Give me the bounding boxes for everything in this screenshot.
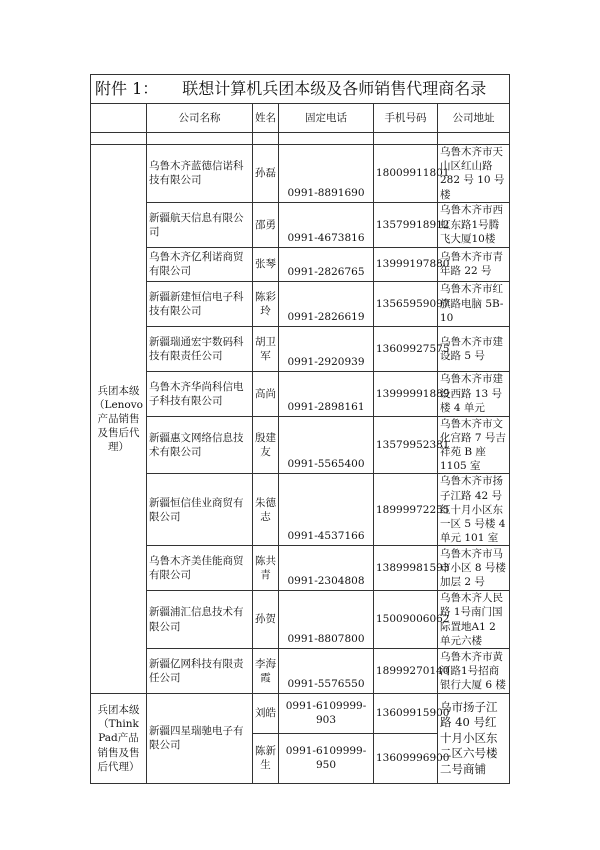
- contact-name: 陈彩玲: [253, 281, 279, 326]
- contact-name: 张琴: [253, 247, 279, 281]
- mobile-phone: 13609927575: [374, 326, 438, 371]
- company-address: 乌鲁木齐市青年路 22 号: [438, 247, 510, 281]
- mobile-phone: 13579918912: [374, 202, 438, 247]
- company-address: 乌鲁木齐市建设路 5 号: [438, 326, 510, 371]
- dealer-row: [91, 591, 510, 649]
- dealer-row: [91, 202, 510, 247]
- mobile-phone: 18009911801: [374, 145, 438, 203]
- blank-row: [91, 133, 510, 145]
- contact-name: 刘皓: [253, 693, 279, 733]
- company-address: 乌鲁木齐人民路 1号南门国际置地A1 2 单元六楼: [438, 591, 510, 649]
- mobile-phone: 13609915900: [374, 693, 438, 733]
- title-label: 附件 1：: [95, 79, 159, 99]
- company-address: 乌鲁木齐市建设西路 13 号楼 4 单元: [438, 371, 510, 416]
- contact-name: 胡卫军: [253, 326, 279, 371]
- landline-phone: 0991-2304808: [279, 546, 374, 591]
- header-phone: 固定电话: [279, 104, 374, 133]
- mobile-phone: 13609996900: [374, 733, 438, 783]
- dealer-row: [91, 247, 510, 281]
- company-address: 乌市扬子江路 40 号红十月小区东二区六号楼二号商铺: [438, 693, 510, 783]
- contact-name: 殷建友: [253, 416, 279, 474]
- landline-phone: 0991-2898161: [279, 371, 374, 416]
- company-name: 新疆瑞通宏宇数码科技有限责任公司: [147, 326, 253, 371]
- company-name: 新疆四星瑞驰电子有限公司: [147, 693, 253, 783]
- mobile-phone: 13899981593: [374, 546, 438, 591]
- contact-name: 孙贺: [253, 591, 279, 649]
- thinkpad-row: [91, 693, 510, 733]
- company-name: 新疆新建恒信电子科技有限公司: [147, 281, 253, 326]
- mobile-phone: 13999991889: [374, 371, 438, 416]
- contact-name: 邵勇: [253, 202, 279, 247]
- landline-phone: 0991-8891690: [279, 145, 374, 203]
- company-name: 乌鲁木齐美佳能商贸有限公司: [147, 546, 253, 591]
- landline-phone: 0991-8807800: [279, 591, 374, 649]
- landline-phone: 0991-5576550: [279, 648, 374, 693]
- header-row: [91, 104, 510, 133]
- dealer-row: [91, 326, 510, 371]
- mobile-phone: 13579952381: [374, 416, 438, 474]
- mobile-phone: 18999270140: [374, 648, 438, 693]
- category-thinkpad: 兵团本级（Think Pad产品销售及售后代理）: [91, 693, 147, 783]
- dealer-roster-table: [90, 74, 510, 784]
- dealer-row: [91, 371, 510, 416]
- header-company: 公司名称: [147, 104, 253, 133]
- company-name: 乌鲁木齐亿利诺商贸有限公司: [147, 247, 253, 281]
- landline-phone: 0991-6109999-903: [279, 693, 374, 733]
- contact-name: 朱德志: [253, 474, 279, 546]
- mobile-phone: 15009006062: [374, 591, 438, 649]
- company-name: 新疆惠文网络信息技术有限公司: [147, 416, 253, 474]
- header-address: 公司地址: [438, 104, 510, 133]
- dealer-row: [91, 474, 510, 546]
- document-title: [91, 75, 510, 104]
- company-name: 乌鲁木齐蓝德信诺科技有限公司: [147, 145, 253, 203]
- landline-phone: 0991-2826619: [279, 281, 374, 326]
- company-name: 乌鲁木齐华尚科信电子科技有限公司: [147, 371, 253, 416]
- company-name: 新疆航天信息有限公司: [147, 202, 253, 247]
- company-name: 新疆亿网科技有限责任公司: [147, 648, 253, 693]
- header-mobile: 手机号码: [374, 104, 438, 133]
- contact-name: 孙磊: [253, 145, 279, 203]
- contact-name: 高尚: [253, 371, 279, 416]
- landline-phone: 0991-2920939: [279, 326, 374, 371]
- company-address: 乌鲁木齐市文化宫路 7 号吉祥苑 B 座 1105 室: [438, 416, 510, 474]
- mobile-phone: 13565959097: [374, 281, 438, 326]
- dealer-row: [91, 145, 510, 203]
- mobile-phone: 13999197880: [374, 247, 438, 281]
- title-row: [91, 75, 510, 104]
- dealer-row: [91, 546, 510, 591]
- company-address: 乌鲁木齐市马市小区 8 号楼加层 2 号: [438, 546, 510, 591]
- company-address: 乌鲁木齐市红旗路电脑 5B-10: [438, 281, 510, 326]
- company-address: 乌鲁木齐市黄河路1号招商银行大厦 6 楼: [438, 648, 510, 693]
- company-address: 乌鲁木齐市西虹东路1号腾飞大厦10楼: [438, 202, 510, 247]
- header-contact: 姓名: [253, 104, 279, 133]
- company-address: 乌鲁木齐市天山区红山路 282 号 10 号楼: [438, 145, 510, 203]
- landline-phone: 0991-4537166: [279, 474, 374, 546]
- dealer-row: [91, 416, 510, 474]
- contact-name: 陈共青: [253, 546, 279, 591]
- title-text: 联想计算机兵团本级及各师销售代理商名录: [182, 79, 487, 99]
- category-lenovo: 兵团本级（Lenovo产品销售及售后代理）: [91, 145, 147, 694]
- company-name: 新疆浦汇信息技术有限公司: [147, 591, 253, 649]
- contact-name: 李海霞: [253, 648, 279, 693]
- landline-phone: 0991-4673816: [279, 202, 374, 247]
- company-address: 乌鲁木齐市扬子江路 42 号红十月小区东一区 5 号楼 4 单元 101 室: [438, 474, 510, 546]
- header-category: [91, 104, 147, 133]
- dealer-row: [91, 648, 510, 693]
- contact-name: 陈新生: [253, 733, 279, 783]
- company-name: 新疆恒信佳业商贸有限公司: [147, 474, 253, 546]
- landline-phone: 0991-5565400: [279, 416, 374, 474]
- landline-phone: 0991-2826765: [279, 247, 374, 281]
- landline-phone: 0991-6109999-950: [279, 733, 374, 783]
- dealer-row: [91, 281, 510, 326]
- mobile-phone: 18999972255: [374, 474, 438, 546]
